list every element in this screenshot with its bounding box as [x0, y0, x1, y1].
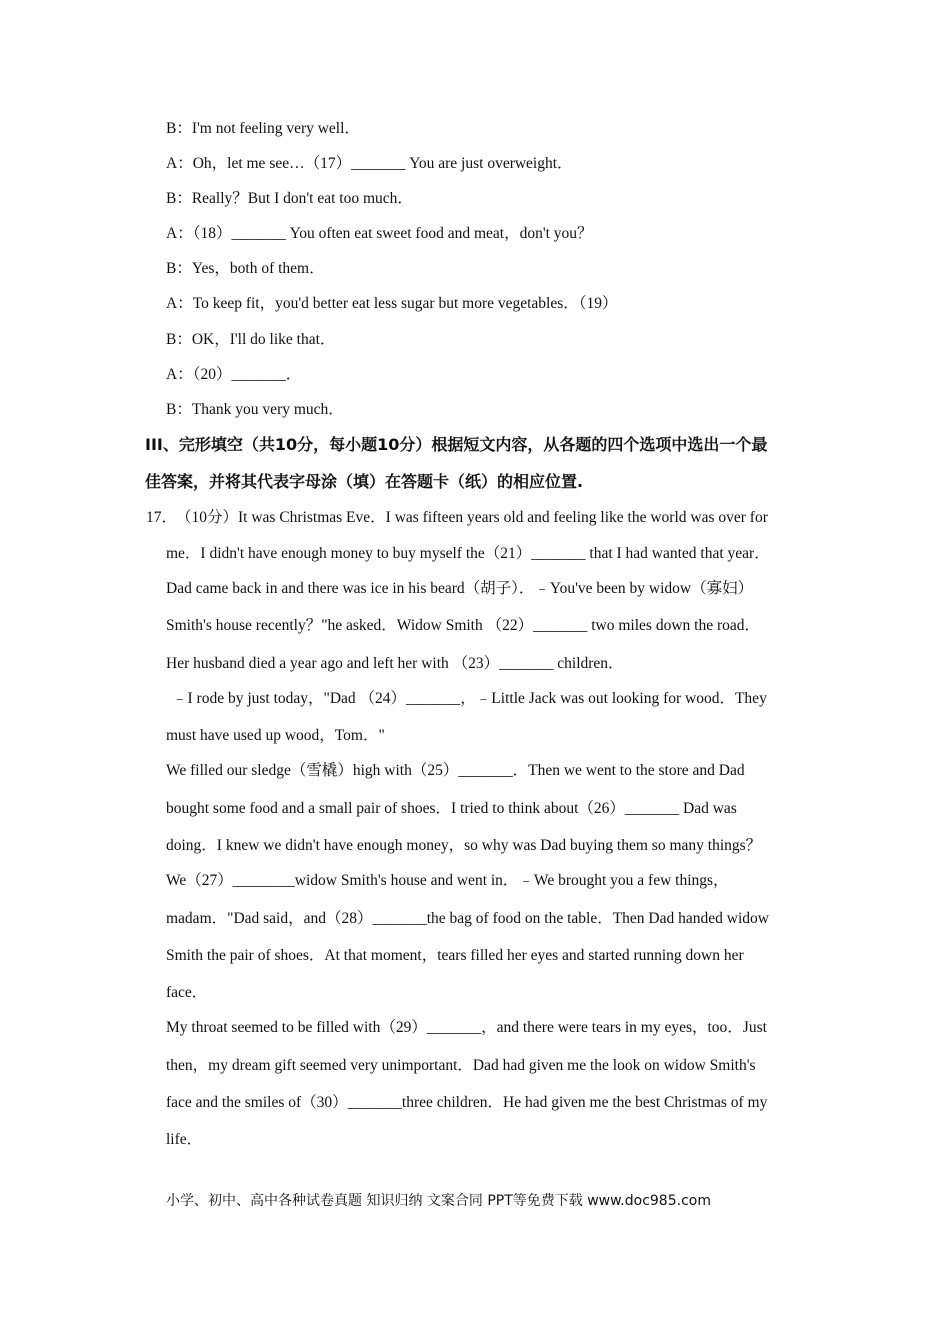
section-heading-line-2: 佳答案，并将其代表字母涂（填）在答题卡（纸）的相应位置.: [145, 472, 584, 491]
dialogue-line: A：（20）_______．: [166, 366, 302, 383]
passage-line: Her husband died a year ago and left her with （23）_______ children．: [166, 655, 624, 672]
passage-line: Smith's house recently？"he asked．Widow Smith （22）_______ two miles down the road．: [166, 617, 760, 634]
passage-line: We filled our sledge（雪橇）high with（25）_______．Then we went to the store and Dad: [166, 762, 745, 779]
passage-line: doing．I knew we didn't have enough money，so why was Dad buying them so many things？: [166, 837, 762, 854]
passage-line: My throat seemed to be filled with（29）_______，and there were tears in my eyes，too．Just: [166, 1019, 767, 1036]
dialogue-line: A：To keep fit，you'd better eat less sugar but more vegetables．（19）: [166, 295, 618, 312]
question-number: 17．: [146, 509, 178, 526]
passage-line: must have used up wood，Tom．": [166, 727, 385, 744]
passage-line: Smith the pair of shoes．At that moment，tears filled her eyes and started running down her: [166, 947, 744, 964]
passage-line: face．: [166, 984, 208, 1001]
question-first-line: （10分）It was Christmas Eve．I was fifteen years old and feeling like the world was over for: [176, 509, 768, 526]
page-footer: 小学、初中、高中各种试卷真题 知识归纳 文案合同 PPT等免费下载 www.doc985.com: [166, 1193, 711, 1209]
dialogue-line: B：I'm not feeling very well．: [166, 120, 360, 137]
dialogue-line: B：Really？But I don't eat too much．: [166, 190, 413, 207]
dialogue-line: B：Yes，both of them．: [166, 260, 325, 277]
dialogue-line: A：Oh，let me see…（17）_______ You are just overweight．: [166, 155, 573, 172]
passage-line: madam．"Dad said，and（28）_______the bag of food on the table．Then Dad handed widow: [166, 910, 769, 927]
dialogue-line: A：（18）_______ You often eat sweet food and meat，don't you？: [166, 225, 593, 242]
passage-line: Dad came back in and there was ice in his beard（胡子）．﹣You've been by widow（寡妇）: [166, 580, 754, 597]
passage-line: bought some food and a small pair of shoes．I tried to think about（26）_______ Dad was: [166, 800, 737, 817]
passage-line: We（27）________widow Smith's house and went in．﹣We brought you a few things，: [166, 872, 729, 889]
passage-line: face and the smiles of（30）_______three children．He had given me the best Christmas of my: [166, 1094, 768, 1111]
passage-line: me．I didn't have enough money to buy myself the（21）_______ that I had wanted that year．: [166, 545, 770, 562]
dialogue-line: B：Thank you very much．: [166, 401, 344, 418]
passage-line: ﹣I rode by just today，"Dad （24）_______，﹣Little Jack was out looking for wood．They: [172, 690, 767, 707]
section-heading-line-1: III、完形填空（共10分，每小题10分）根据短文内容，从各题的四个选项中选出一个最: [145, 435, 768, 454]
passage-line: life．: [166, 1131, 203, 1148]
dialogue-line: B：OK，I'll do like that．: [166, 331, 336, 348]
passage-line: then，my dream gift seemed very unimportant．Dad had given me the look on widow Smith's: [166, 1057, 756, 1074]
